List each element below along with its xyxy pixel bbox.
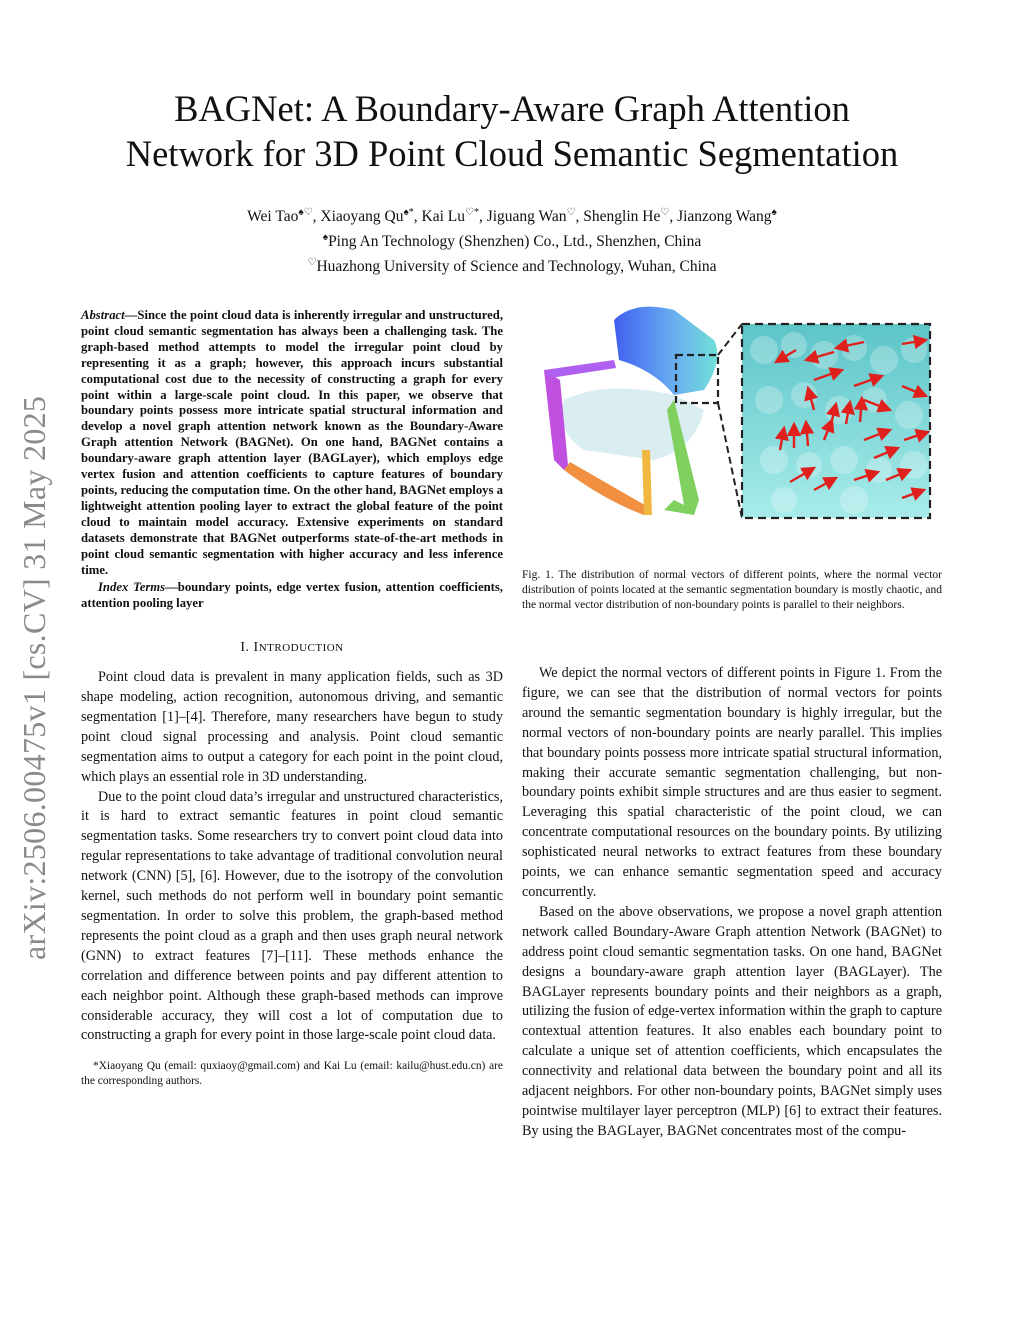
author-list: Wei Tao♠♡, Xiaoyang Qu♠*, Kai Lu♡*, Jiguang Wan♡, Shenglin He♡, Jianzong Wang♠ [247, 207, 777, 226]
author-name: Shenglin He [583, 208, 661, 226]
right-column [522, 664, 942, 1142]
zoom-connector-top [718, 324, 742, 355]
index-terms-text: —boundary points, edge vertex fusion, attention coefficients, attention pooling layer [81, 580, 503, 611]
author-name: Kai Lu [421, 208, 465, 226]
abstract-text: —Since the point cloud data is inherently irregular and unstructured, point cloud semantic segmentation has always been a challenging task. The graph-based method attempts to model the irregular point cloud by representing it as a graph; however, this approach incurs substantial computational cost due to the necessity of constructing a graph for every point within a large-scale point cloud. In this paper, we observe that boundary points possess more intricate spatial structural information and develop a novel graph attention network known as the Boundary-Aware Graph attention Network (BAGNet). On one hand, BAGNet contains a boundary-aware graph attention layer (BAGLayer), which employs edge vertex fusion and attention coefficients to capture features of boundary points, reducing the computation time. On the other hand, BAGNet employs a lightweight attention pooling layer to extract the global feature of the point cloud to maintain model accuracy. Extensive experiments on standard datasets demonstrate that BAGNet outperforms state-of-the-art methods in point cloud semantic segmentation with higher accuracy and less inference time. [81, 308, 503, 577]
index-terms-label: Index Terms [98, 580, 166, 595]
zoom-connector-bottom [718, 403, 742, 518]
title-line-2: Network for 3D Point Cloud Semantic Segmentation [125, 133, 899, 174]
intro-paragraph-2: Due to the point cloud data’s irregular and unstructured characteristics, it is hard to extract semantic features in point cloud semantic segmentation tasks. Some researchers try to convert point cloud data into regular representations to take advantage of traditional convolution neural network (CNN) [5], [6]. However, due to the isotropy of the convolution kernel, such methods do not perform well in boundary point semantic segmentation. In order to solve this problem, the graph-based method represents the point cloud as a graph and then uses graph neural network (GNN) to extract features [7]–[11]. These methods enhance the correlation and difference between points and pay different attention to each neighbor point. Although these graph-based methods can improve considerable accuracy, they will cost a lot of computation due to constructing a graph for every point in those large-scale point cloud data. [81, 788, 503, 1044]
figure-1-graphic [524, 300, 944, 532]
footnote: *Xiaoyang Qu (email: quxiaoy@gmail.com) and Kai Lu (email: kailu@hust.edu.cn) are the corresponding authors. [81, 1060, 503, 1087]
author-name: Wei Tao [247, 208, 299, 226]
right-paragraph-1: We depict the normal vectors of different points in Figure 1. From the figure, we can see that the distribution of normal vectors for points around the semantic segmentation boundary is highly irregular, but the normal vectors of non-boundary points are nearly parallel. This implies that boundary points possess more intricate spatial structural information, making their accurate semantic segmentation challenging, but non-boundary points exhibit simple structures and are thus easier to segment. Leveraging this spatial characteristic of the point cloud, we can concentrate computational resources on the boundary points. By utilizing sophisticated neural networks to extract features from these boundary points, we can enhance semantic segmentation speed and accuracy concurrently. [522, 665, 942, 900]
author-block [60, 202, 964, 277]
author-name: Jianzong Wang [677, 208, 772, 226]
arxiv-identifier: arXiv:2506.00475v1 [cs.CV] 31 May 2025 [16, 395, 52, 960]
paper-title [60, 86, 964, 176]
chair-left-arm-shape [544, 360, 616, 378]
left-column [81, 308, 503, 1088]
abstract [81, 308, 503, 612]
author-name: Jiguang Wan [486, 208, 567, 226]
index-terms [81, 580, 503, 612]
chair-back-shape [614, 307, 717, 395]
right-paragraph-2: Based on the above observations, we propose a novel graph attention network called Boundary-Aware Graph attention Network (BAGNet) to address point cloud semantic segmentation tasks. On one hand, BAGNet designs a boundary-aware graph attention layer (BAGLayer). The BAGLayer represents boundary points and their neighbors as a graph, utilizing the fusion of edge-vertex information within the graph to capture contextual attention features. It also enables each boundary point to calculate a unique set of attention coefficients, which encapsulates the connectivity and relational data between the boundary point and all its adjacent neighbors. For other non-boundary points, BAGNet simply uses pointwise multilayer layer perceptron (MLP) [6] to extract their features. By using the BAGLayer, BAGNet concentrates most of the compu- [522, 903, 942, 1139]
abstract-label: Abstract [81, 308, 125, 322]
figure-1 [524, 300, 944, 532]
chair-bottom-left-shape [564, 462, 650, 515]
affiliation-2: ♡Huazhong University of Science and Technology, Wuhan, China [307, 257, 717, 276]
section-heading-introduction: I. INTRODUCTION [240, 640, 344, 656]
figure-1-caption: Fig. 1. The distribution of normal vectors of different points, where the normal vector distribution of points located at the semantic segmentation boundary is mostly chaotic, and the normal vector distribution of non-boundary points is parallel to their neighbors. [522, 569, 942, 611]
affiliation-1: ♠Ping An Technology (Shenzhen) Co., Ltd., Shenzhen, China [322, 232, 702, 251]
author-name: Xiaoyang Qu [320, 208, 404, 226]
title-line-1: BAGNet: A Boundary-Aware Graph Attention [174, 88, 850, 129]
intro-paragraph-1: Point cloud data is prevalent in many application fields, such as 3D shape modeling, action recognition, autonomous driving, and semantic segmentation [1]–[4]. Therefore, many researchers have begun to study point cloud signal processing and analysis. Point cloud semantic segmentation aims to output a category for each point in the point cloud, which plays an essential role in 3D understanding. [81, 669, 503, 785]
